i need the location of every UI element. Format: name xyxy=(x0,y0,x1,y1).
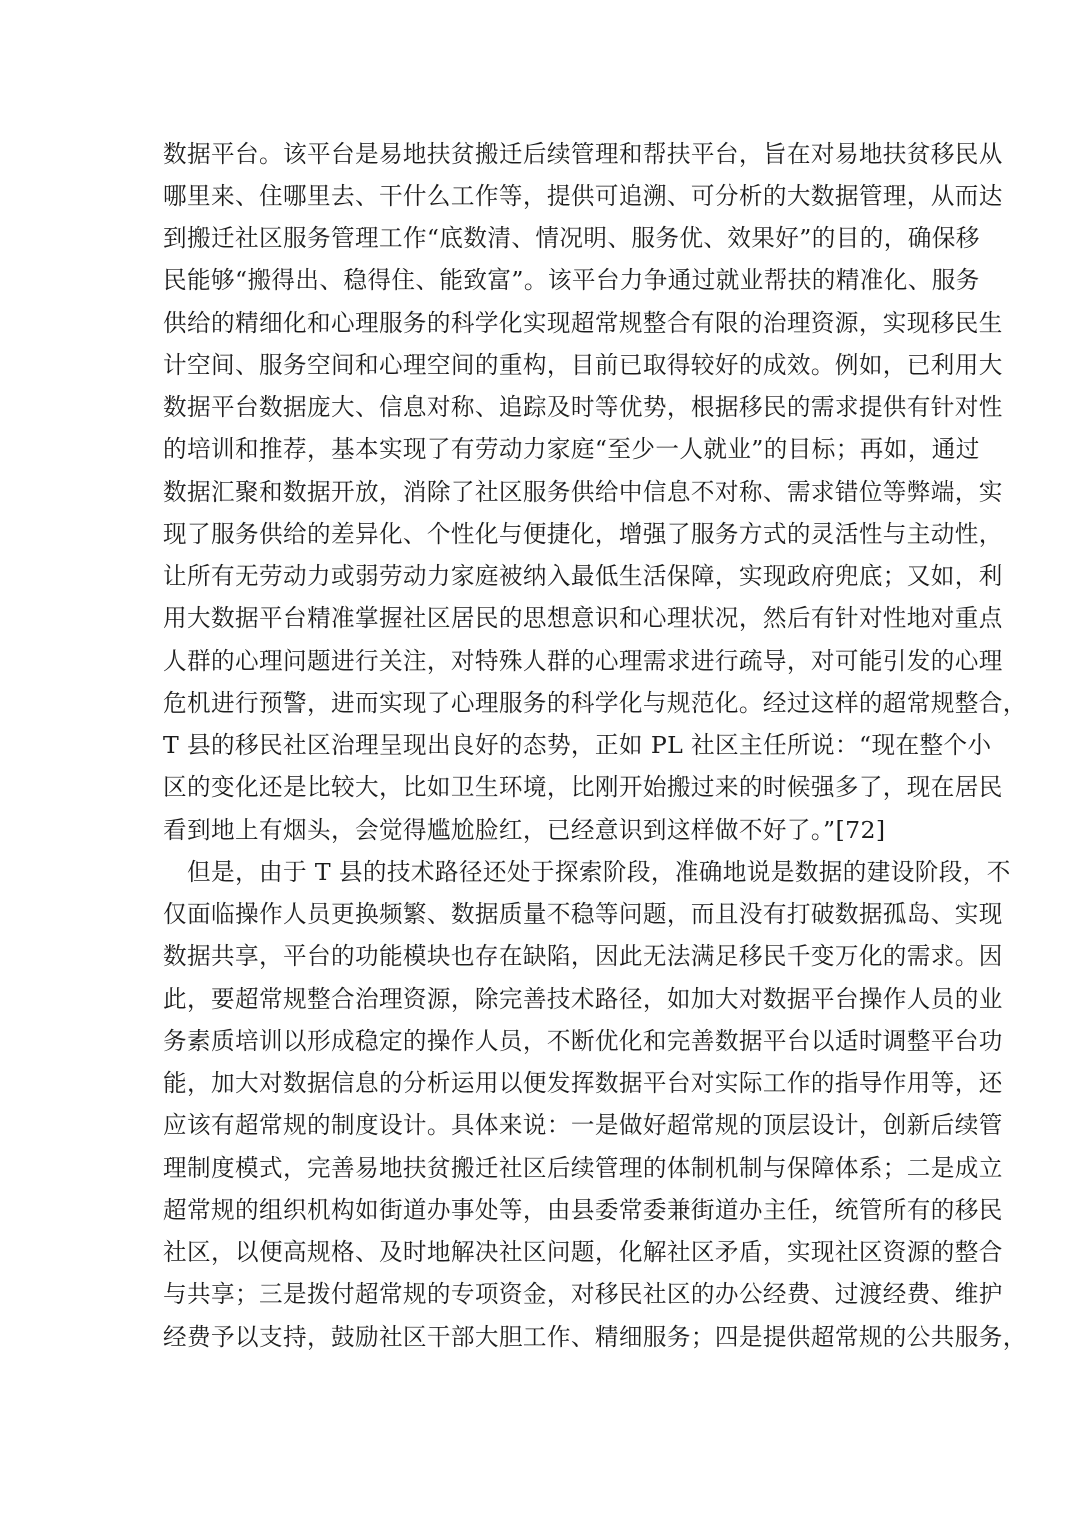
text-line: 用大数据平台精准掌握社区居民的思想意识和心理状况，然后有针对性地对重点 xyxy=(163,604,1003,632)
text-line: 区的变化还是比较大，比如卫生环境，比刚开始搬过来的时候强多了，现在居民 xyxy=(163,773,1003,801)
text-line: 数据平台。该平台是易地扶贫搬迁后续管理和帮扶平台，旨在对易地扶贫移民从 xyxy=(163,140,1003,168)
text-line: 的培训和推荐，基本实现了有劳动力家庭“至少一人就业”的目标；再如，通过 xyxy=(163,435,980,463)
text-line: 务素质培训以形成稳定的操作人员，不断优化和完善数据平台以适时调整平台功 xyxy=(163,1027,1003,1055)
text-line: 计空间、服务空间和心理空间的重构，目前已取得较好的成效。例如，已利用大 xyxy=(163,351,1003,379)
text-line: 危机进行预警，进而实现了心理服务的科学化与规范化。经过这样的超常规整合， xyxy=(163,689,1027,717)
text-line: 与共享；三是拨付超常规的专项资金，对移民社区的办公经费、过渡经费、维护 xyxy=(163,1280,1003,1308)
text-line: 看到地上有烟头，会觉得尴尬脸红，已经意识到这样做不好了。”[72] xyxy=(163,816,886,844)
text-line: 仅面临操作人员更换频繁、数据质量不稳等问题，而且没有打破数据孤岛、实现 xyxy=(163,900,1003,928)
text-line: 哪里来、住哪里去、干什么工作等，提供可追溯、可分析的大数据管理，从而达 xyxy=(163,182,1003,210)
text-line: 到搬迁社区服务管理工作“底数清、情况明、服务优、效果好”的目的，确保移 xyxy=(163,224,980,252)
text-line: 但是，由于 T 县的技术路径还处于探索阶段，准确地说是数据的建设阶段，不 xyxy=(187,858,1011,886)
text-line: T 县的移民社区治理呈现出良好的态势，正如 PL 社区主任所说：“现在整个小 xyxy=(163,731,992,759)
text-line: 数据共享，平台的功能模块也存在缺陷，因此无法满足移民千变万化的需求。因 xyxy=(163,942,1003,970)
text-line: 让所有无劳动力或弱劳动力家庭被纳入最低生活保障，实现政府兜底；又如，利 xyxy=(163,562,1003,590)
text-line: 供给的精细化和心理服务的科学化实现超常规整合有限的治理资源，实现移民生 xyxy=(163,309,1003,337)
text-line: 超常规的组织机构如街道办事处等，由县委常委兼街道办主任，统管所有的移民 xyxy=(163,1196,1003,1224)
text-line: 数据平台数据庞大、信息对称、追踪及时等优势，根据移民的需求提供有针对性 xyxy=(163,393,1003,421)
text-line: 应该有超常规的制度设计。具体来说：一是做好超常规的顶层设计，创新后续管 xyxy=(163,1111,1003,1139)
text-line: 经费予以支持，鼓励社区干部大胆工作、精细服务；四是提供超常规的公共服务， xyxy=(163,1323,1027,1351)
text-line: 此，要超常规整合治理资源，除完善技术路径，如加大对数据平台操作人员的业 xyxy=(163,985,1003,1013)
text-line: 能，加大对数据信息的分析运用以便发挥数据平台对实际工作的指导作用等，还 xyxy=(163,1069,1003,1097)
text-line: 数据汇聚和数据开放，消除了社区服务供给中信息不对称、需求错位等弊端，实 xyxy=(163,478,1003,506)
text-line: 现了服务供给的差异化、个性化与便捷化，增强了服务方式的灵活性与主动性， xyxy=(163,520,1003,548)
text-line: 民能够“搬得出、稳得住、能致富”。该平台力争通过就业帮扶的精准化、服务 xyxy=(163,266,980,294)
text-line: 人群的心理问题进行关注，对特殊人群的心理需求进行疏导，对可能引发的心理 xyxy=(163,647,1003,675)
text-line: 理制度模式，完善易地扶贫搬迁社区后续管理的体制机制与保障体系；二是成立 xyxy=(163,1154,1003,1182)
text-line: 社区，以便高规格、及时地解决社区问题，化解社区矛盾，实现社区资源的整合 xyxy=(163,1238,1003,1266)
